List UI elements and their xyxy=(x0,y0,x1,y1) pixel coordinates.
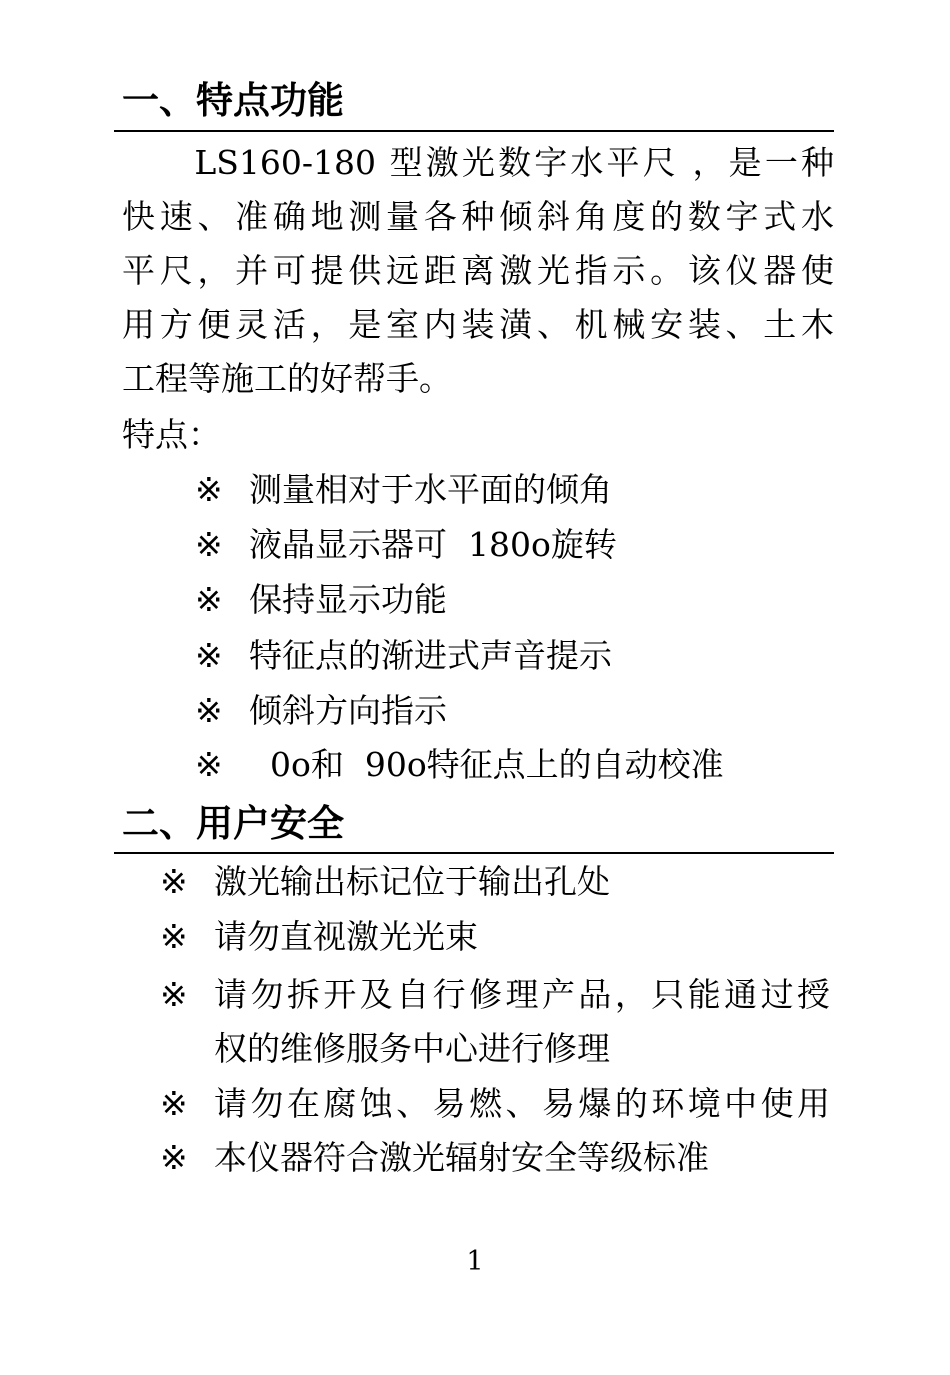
safety-item xyxy=(160,1138,709,1178)
safety-item xyxy=(160,975,830,1015)
reference-mark-icon: ※ xyxy=(195,525,223,564)
feature-item xyxy=(195,691,447,731)
feature-item xyxy=(195,525,617,565)
heading-rule-features xyxy=(114,130,834,132)
page-number: 1 xyxy=(466,1246,484,1277)
reference-mark-icon: ※ xyxy=(160,1084,188,1123)
feature-item xyxy=(195,745,724,785)
reference-mark-icon: ※ xyxy=(160,862,188,901)
safety-item xyxy=(160,1084,830,1124)
intro-line-3: 平尺，并可提供远距离激光指示。该仪器使 xyxy=(122,251,834,290)
feature-text: 保持显示功能 xyxy=(249,580,447,619)
intro-line-5: 工程等施工的好帮手。 xyxy=(122,359,452,398)
safety-text-continuation: 权的维修服务中心进行修理 xyxy=(214,1029,610,1068)
reference-mark-icon: ※ xyxy=(195,745,223,784)
safety-text: 激光输出标记位于输出孔处 xyxy=(214,862,610,901)
safety-text: 本仪器符合激光辐射安全等级标准 xyxy=(214,1138,709,1177)
feature-text: 0o和 90o特征点上的自动校准 xyxy=(249,745,724,784)
section-heading-safety: 二、用户安全 xyxy=(122,802,344,845)
reference-mark-icon: ※ xyxy=(195,691,223,730)
intro-line-2: 快速、准确地测量各种倾斜角度的数字式水 xyxy=(122,197,834,236)
safety-text: 请勿在腐蚀、易燃、易爆的环境中使用 xyxy=(214,1084,830,1123)
feature-text: 特征点的渐进式声音提示 xyxy=(249,636,612,675)
feature-item xyxy=(195,636,612,676)
intro-line-4: 用方便灵活，是室内装潢、机械安装、土木 xyxy=(122,305,834,344)
feature-item xyxy=(195,580,447,620)
reference-mark-icon: ※ xyxy=(195,470,223,509)
safety-item xyxy=(160,862,610,902)
reference-mark-icon: ※ xyxy=(195,636,223,675)
reference-mark-icon: ※ xyxy=(160,1138,188,1177)
features-label: 特点： xyxy=(122,415,221,454)
reference-mark-icon: ※ xyxy=(160,917,188,956)
feature-text: 倾斜方向指示 xyxy=(249,691,447,730)
section-heading-features: 一、特点功能 xyxy=(122,79,344,122)
reference-mark-icon: ※ xyxy=(195,580,223,619)
safety-item xyxy=(160,917,478,957)
reference-mark-icon: ※ xyxy=(160,975,188,1014)
safety-text: 请勿直视激光光束 xyxy=(214,917,478,956)
feature-text: 测量相对于水平面的倾角 xyxy=(249,470,612,509)
safety-text: 请勿拆开及自行修理产品，只能通过授 xyxy=(214,975,830,1014)
feature-text: 液晶显示器可 180o旋转 xyxy=(249,525,617,564)
feature-item xyxy=(195,470,612,510)
intro-line-1: LS160-180 型激光数字水平尺 ，是一种 xyxy=(122,143,834,182)
heading-rule-safety xyxy=(114,852,834,854)
